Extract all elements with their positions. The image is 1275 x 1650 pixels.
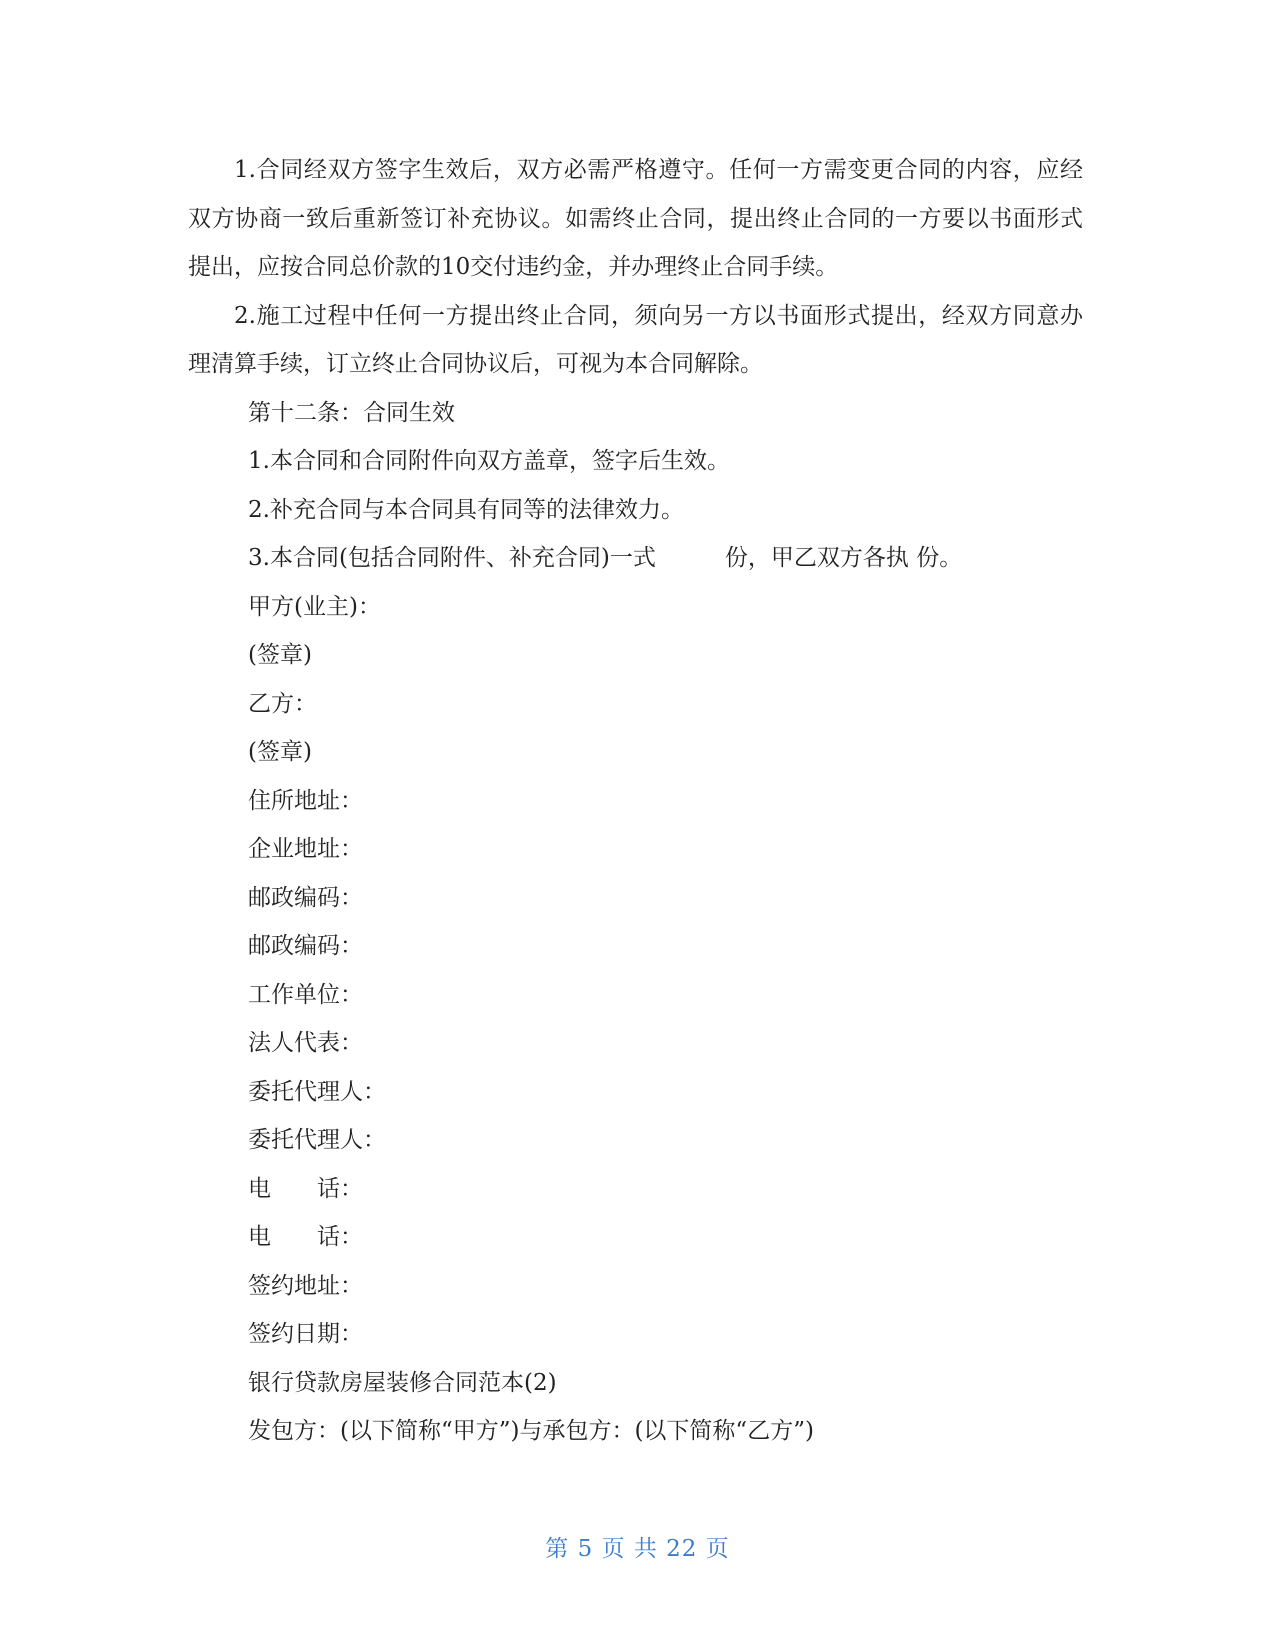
agent-field: 委托代理人：	[248, 1127, 386, 1153]
paragraph-termination-changes: 1.合同经双方签字生效后，双方必需严格遵守。任何一方需变更合同的内容，应经双方协商一致后重新签订补充协议。如需终止合同，提出终止合同的一方要以书面形式提出，应按合同总价款的10交付违约金，并办理终止合同手续。	[188, 157, 1083, 280]
clause-effective: 1.本合同和合同附件向双方盖章，签字后生效。	[248, 448, 730, 474]
phone-field: 电 话：	[248, 1224, 363, 1250]
company-address-field: 企业地址：	[248, 836, 363, 862]
signing-date-field: 签约日期：	[248, 1321, 363, 1347]
postal-code-field: 邮政编码：	[248, 884, 363, 911]
signing-address-field: 签约地址：	[248, 1272, 363, 1299]
phone-field: 电 话：	[248, 1175, 363, 1202]
article-12-heading: 第十二条：合同生效	[248, 399, 455, 426]
clause-supplement: 2.补充合同与本合同具有同等的法律效力。	[248, 496, 684, 523]
agent-field: 委托代理人：	[248, 1078, 386, 1105]
document-body	[188, 146, 1083, 1456]
section-title: 银行贷款房屋装修合同范本(2)	[248, 1369, 557, 1396]
paragraph-termination-process: 2.施工过程中任何一方提出终止合同，须向另一方以书面形式提出，经双方同意办理清算手续，订立终止合同协议后，可视为本合同解除。	[188, 302, 1083, 377]
work-unit-field: 工作单位：	[248, 981, 363, 1008]
residence-address-field: 住所地址：	[248, 787, 363, 814]
party-b-label: 乙方：	[248, 690, 317, 717]
page-number-footer: 第 5 页 共 22 页	[545, 1536, 730, 1562]
party-a-seal: (签章)	[248, 642, 312, 668]
clause-copies: 3.本合同(包括合同附件、补充合同)一式 份，甲乙双方各执 份。	[248, 545, 963, 571]
postal-code-field: 邮政编码：	[248, 933, 363, 959]
party-b-seal: (签章)	[248, 739, 312, 765]
legal-representative-field: 法人代表：	[248, 1030, 363, 1056]
parties-intro: 发包方：(以下简称“甲方”)与承包方：(以下简称“乙方”)	[248, 1418, 814, 1444]
party-a-label: 甲方(业主)：	[248, 593, 381, 620]
